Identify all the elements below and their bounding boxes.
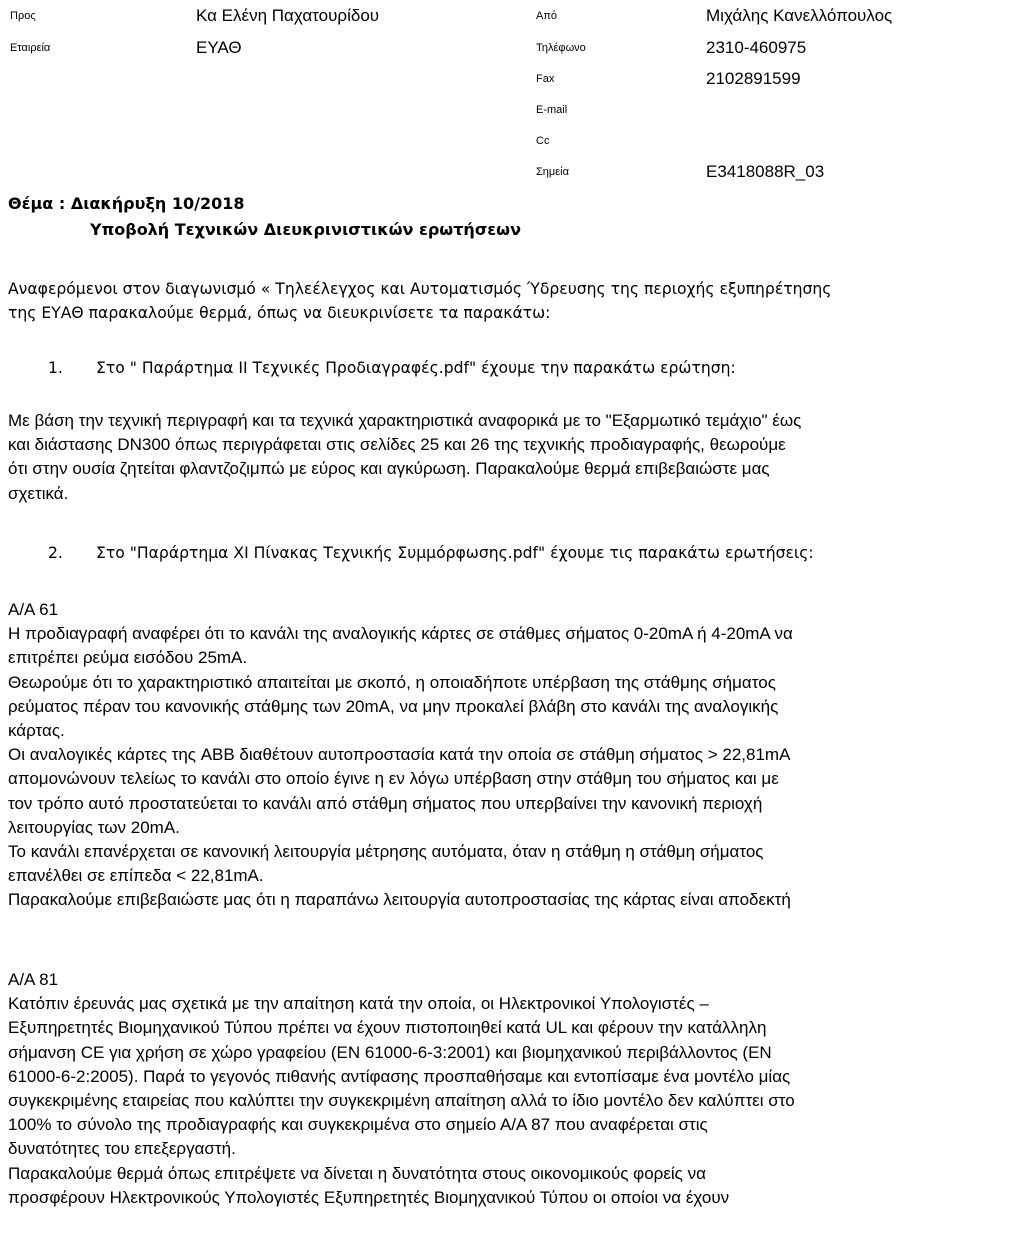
para1-line: και διάστασης DN300 όπως περιγράφεται στις σελίδες 25 και 26 της τεχνικής προδιαγραφής, θεωρούμε [8,435,786,455]
aa81-line: Εξυπηρετητές Βιομηχανικού Τύπου πρέπει να έχουν πιστοποιηθεί κατά UL και φέρουν την κατάλληλη [8,1018,767,1038]
notes-label: Σημεία [536,166,569,178]
intro-line: Αναφερόμενοι στον διαγωνισμό « Τηλεέλεγχος και Αυτοματισμός Ύδρευσης της περιοχής εξυπηρέτησης [8,280,832,298]
aa61-line: Παρακαλούμε επιβεβαιώστε μας ότι η παραπάνω λειτουργία αυτοπροστασίας της κάρτας είναι αποδεκτή [8,890,791,910]
phone-label: Τηλέφωνο [536,42,586,54]
aa61-heading: Α/Α 61 [8,600,59,619]
subject-line-1: Θέμα : Διακήρυξη 10/2018 [8,194,245,213]
aa81-line: Παρακαλούμε θερμά όπως επιτρέψετε να δίνεται η δυνατότητα στους οικονομικούς φορείς να [8,1163,706,1183]
item2-number: 2. [48,544,63,562]
aa81-line: δυνατότητες του επεξεργαστή. [8,1139,236,1159]
company-value: ΕΥΑΘ [196,38,242,57]
email-label: E-mail [536,104,568,116]
aa61-line: ρεύματος πέραν του κανονικής στάθμης των 20mA, να μην προκαλεί βλάβη στο κανάλι της αναλογικής [8,696,779,716]
cc-label: Cc [536,135,550,147]
aa81-line: Κατόπιν έρευνάς μας σχετικά με την απαίτηση κατά την οποία, οι Ηλεκτρονικοί Υπολογιστές – [8,994,709,1014]
para1-line: ότι στην ουσία ζητείται φλαντζοζιμπώ με εύρος και αγκύρωση. Παρακαλούμε θερμά επιβεβαιώστε μας [8,459,770,479]
aa81-block [8,968,1018,1210]
aa61-line: τον τρόπο αυτό προστατεύεται το κανάλι από στάθμη σήματος που υπερβαίνει την κανονική περιοχή [8,793,763,813]
from-value: Μιχάλης Κανελλόπουλος [706,6,893,25]
item2-text: Στο "Παράρτημα ΧΙ Πίνακας Τεχνικής Συμμόρφωσης.pdf" έχουμε τις παρακάτω ερωτήσεις: [96,544,814,562]
aa81-line: 100% το σύνολο της προδιαγραφής και συγκεκριμένα στο σημείο Α/Α 87 που αναφέρεται στις [8,1115,708,1135]
aa81-line: σήμανση CE για χρήση σε χώρο γραφείου (EN 61000-6-3:2001) και βιομηχανικού περιβάλλοντος (EN [8,1042,772,1062]
aa61-block [8,598,1018,913]
aa61-line: Το κανάλι επανέρχεται σε κανονική λειτουργία μέτρησης αυτόματα, όταν η στάθμη η στάθμη σήματος [8,842,764,862]
para1 [8,409,1018,506]
aa61-line: Οι αναλογικές κάρτες της ABB διαθέτουν αυτοπροστασία κατά την οποία σε στάθμη σήματος > 22,81mA [8,745,791,765]
fax-label: Fax [536,73,555,85]
para1-line: σχετικά. [8,483,69,503]
aa61-line: κάρτας. [8,721,65,741]
aa81-heading: Α/Α 81 [8,970,59,989]
aa61-line: Η προδιαγραφή αναφέρει ότι το κανάλι της αναλογικής κάρτες σε στάθμες σήματος 0-20mA ή 4-20mA να [8,624,793,644]
aa61-line: απομονώνουν τελείως το κανάλι στο οποίο έγινε η εν λόγω υπέρβαση στην στάθμη του σήματος και με [8,769,779,789]
notes-value: E3418088R_03 [706,162,825,181]
phone-value: 2310-460975 [706,38,807,57]
para1-line: Με βάση την τεχνική περιγραφή και τα τεχνικά χαρακτηριστικά αναφορικά με το "Εξαρμωτικό τεμάχιο" έως [8,411,802,430]
intro-line: της ΕΥΑΘ παρακαλούμε θερμά, όπως να διευκρινίσετε τα παρακάτω: [8,304,551,322]
aa81-line: προσφέρουν Ηλεκτρονικούς Υπολογιστές Εξυπηρετητές Βιομηχανικού Τύπου οι οποίοι να έχουν [8,1187,730,1207]
to-value: Κα Ελένη Παχατουρίδου [196,6,380,25]
subject-line-2: Υποβολή Τεχνικών Διευκρινιστικών ερωτήσεων [90,220,521,239]
aa61-line: επανέλθει σε επίπεδα < 22,81mA. [8,866,264,886]
intro-paragraph [8,277,831,325]
aa61-line: λειτουργίας των 20mA. [8,817,180,837]
item1-number: 1. [48,359,63,377]
aa61-line: Θεωρούμε ότι το χαρακτηριστικό απαιτείται με σκοπό, η οποιαδήποτε υπέρβαση της στάθμης σήματος [8,672,776,692]
item1-text: Στο " Παράρτημα ΙΙ Τεχνικές Προδιαγραφές.pdf" έχουμε την παρακάτω ερώτηση: [96,359,736,377]
aa81-line: 61000-6-2:2005). Παρά το γεγονός πιθανής αντίφασης προσπαθήσαμε και εντοπίσαμε ένα μοντέλο μίας [8,1066,791,1086]
aa61-line: επιτρέπει ρεύμα εισόδου 25mA. [8,648,248,668]
company-label: Εταιρεία [10,42,51,54]
from-label: Από [536,10,558,22]
fax-value: 2102891599 [706,69,801,88]
to-label: Προς [10,10,36,22]
aa81-line: συγκεκριμένης εταιρείας που καλύπτει την συγκεκριμένη απαίτηση αλλά το ίδιο μοντέλο δεν καλύπτει στο [8,1091,795,1111]
